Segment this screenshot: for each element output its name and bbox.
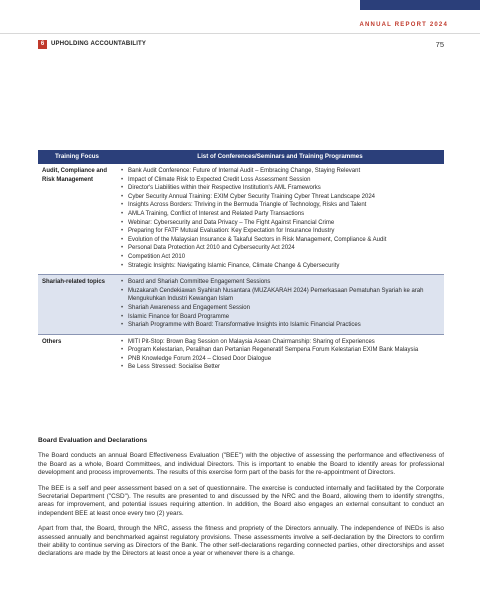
list-item: • Be Less Stressed: Socialise Better bbox=[120, 363, 440, 372]
list-item: • Personal Data Protection Act 2010 and Cybersecurity Act 2024 bbox=[120, 244, 440, 253]
list-item: • Webinar: Cybersecurity and Data Privacy – The Fight Against Financial Crime bbox=[120, 219, 440, 228]
list-item: • Program Kelestarian, Peralihan dan Pertanian Regeneratif Sempena Forum Kelestarian EXIM Bank Malaysia bbox=[120, 346, 440, 355]
list-item: • PNB Knowledge Forum 2024 – Closed Door Dialogue bbox=[120, 355, 440, 364]
list-item: • Board and Shariah Committee Engagement Sessions bbox=[120, 278, 440, 287]
paragraph: The BEE is a self and peer assessment based on a set of questionnaire. The exercise is conducted internally and facilitated by the Corporate Secretarial Department ("CSD"). The results are presented to and discussed by the NRC and the Board, allowing them to identify strengths, areas for improvement, and potential issues requiring attention. In addition, the Board also engages an external consultant to conduct an independent BEE at least once every two (2) years. bbox=[38, 484, 444, 517]
column-header-programmes: List of Conferences/Seminars and Training Programmes bbox=[116, 150, 444, 164]
top-accent-stripe bbox=[360, 0, 480, 10]
section-title: UPHOLDING ACCOUNTABILITY bbox=[51, 41, 147, 47]
column-header-training-focus: Training Focus bbox=[38, 150, 116, 164]
table-row bbox=[38, 275, 444, 335]
board-evaluation-section bbox=[38, 437, 444, 566]
programme-list bbox=[120, 338, 440, 372]
list-item: • Islamic Finance for Board Programme bbox=[120, 313, 440, 322]
list-item: • Shariah Programme with Board: Transformative Insights into Islamic Financial Practices bbox=[120, 321, 440, 330]
list-item: • Insights Across Borders: Thriving in the Bermuda Triangle of Technology, Risks and Talent bbox=[120, 201, 440, 210]
programme-list bbox=[120, 278, 440, 330]
page-number: 75 bbox=[435, 40, 444, 49]
programme-list bbox=[120, 167, 440, 270]
report-label: ANNUAL REPORT 2024 bbox=[359, 22, 448, 28]
list-item: • Impact of Climate Risk to Expected Credit Loss Assessment Session bbox=[120, 176, 440, 185]
paragraph: Apart from that, the Board, through the NRC, assess the fitness and propriety of the Directors annually. The independence of INEDs is also assessed annually and benchmarked against regulatory provisions. These assessments involve a self-declaration by the Directors to confirm their ability to continue serving as Directors of the Bank. The other self-declarations regarding connected parties, other directorships and asset declarations are made by the Directors at least once a year or whenever there is a change. bbox=[38, 525, 444, 558]
list-item: • Muzakarah Cendekiawan Syahirah Nusantara (MUZAKARAH 2024) Pemerkasaan Pematuhan Syariah ke arah Mengukuhkan Industri Kewangan Islam bbox=[120, 287, 440, 304]
page-header bbox=[38, 40, 444, 50]
table-header-row bbox=[38, 150, 444, 164]
list-item: • Strategic Insights: Navigating Islamic Finance, Climate Change & Cybersecurity bbox=[120, 262, 440, 271]
list-item: • Shariah Awareness and Engagement Session bbox=[120, 304, 440, 313]
section-heading: Board Evaluation and Declarations bbox=[38, 437, 148, 444]
training-focus-cell: Others bbox=[38, 334, 116, 376]
top-divider bbox=[0, 33, 480, 34]
table-row bbox=[38, 164, 444, 275]
training-table bbox=[38, 150, 444, 376]
programmes-cell bbox=[116, 164, 444, 275]
list-item: • Cyber Security Annual Training: EXIM Cyber Security Training Cyber Threat Landscape 2024 bbox=[120, 193, 440, 202]
top-bar bbox=[0, 0, 480, 34]
list-item: • Evolution of the Malaysian Insurance & Takaful Sectors in Risk Management, Compliance & Audit bbox=[120, 236, 440, 245]
training-focus-cell: Audit, Compliance and Risk Management bbox=[38, 164, 116, 275]
programmes-cell bbox=[116, 334, 444, 376]
paragraph: The Board conducts an annual Board Effectiveness Evaluation ("BEE") with the objective of assessing the performance and effectiveness of the Board as a whole, Board Committees, and individual Directors. This is important to enable the Board to identify areas for professional development and process improvements. The results of this exercise form part of the basis for the re-appointment of Directors. bbox=[38, 452, 444, 477]
list-item: • Bank Audit Conference: Future of Internal Audit – Embracing Change, Staying Relevant bbox=[120, 167, 440, 176]
list-item: • MITI Pit-Stop: Brown Bag Session on Malaysia Asean Chairmanship: Sharing of Experiences bbox=[120, 338, 440, 347]
table-row bbox=[38, 334, 444, 376]
training-focus-cell: Shariah-related topics bbox=[38, 275, 116, 335]
list-item: • Director's Liabilities within their Respective Institution's AML Frameworks bbox=[120, 184, 440, 193]
programmes-cell bbox=[116, 275, 444, 335]
section-number-badge: 6 bbox=[38, 40, 47, 49]
list-item: • AMLA Training, Conflict of Interest and Related Party Transactions bbox=[120, 210, 440, 219]
list-item: • Competition Act 2010 bbox=[120, 253, 440, 262]
list-item: • Preparing for FATF Mutual Evaluation: Key Expectation for Insurance Industry bbox=[120, 227, 440, 236]
